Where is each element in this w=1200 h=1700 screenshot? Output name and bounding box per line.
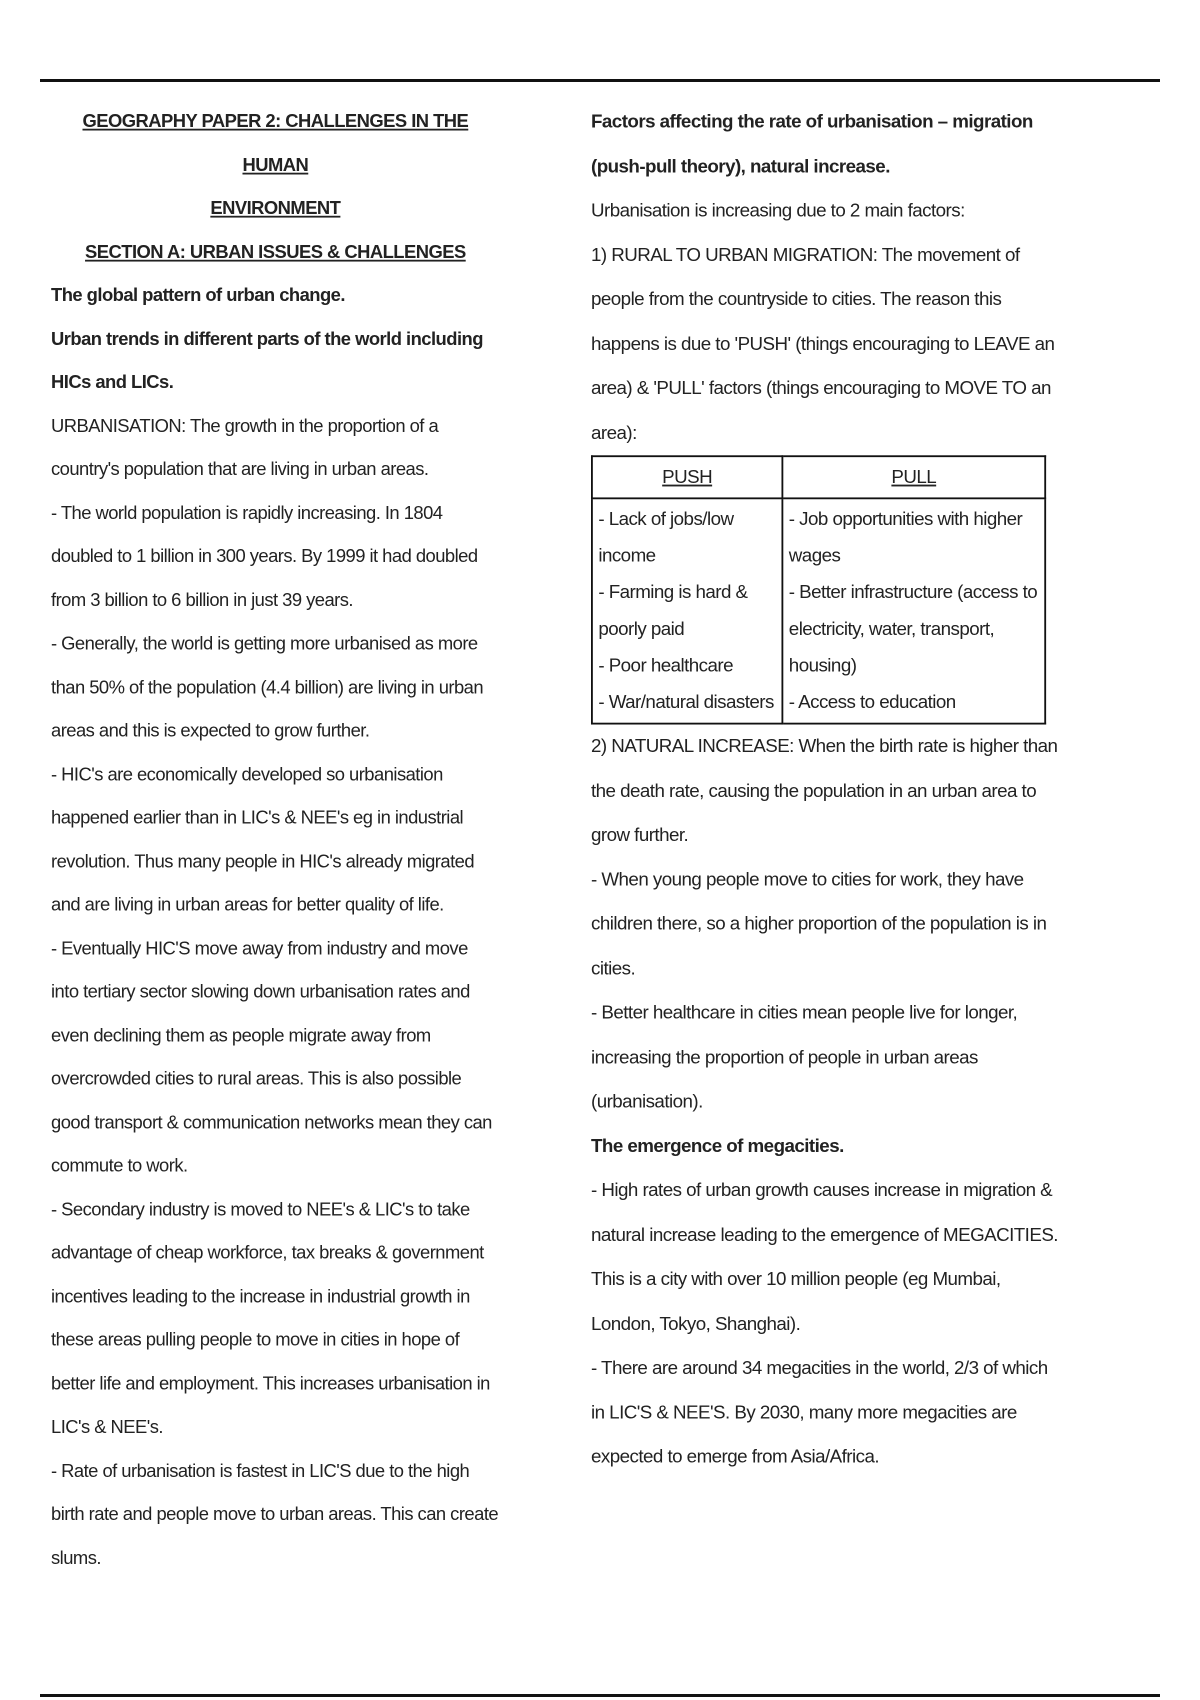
push-item: - Poor healthcare [598, 654, 733, 676]
push-cell [592, 498, 782, 723]
megacity-bullet-1: - High rates of urban growth causes increase in migration & natural increase leading to the emergence of MEGACITIES. This is a city with over 10 million people (eg Mumbai, London, Tokyo, Shanghai). [591, 1179, 1058, 1334]
heading-megacities: The emergence of megacities. [591, 1135, 844, 1157]
page-title-line-2: ENVIRONMENT [210, 197, 341, 219]
left-bullet-5: - Secondary industry is moved to NEE's & LIC's to take advantage of cheap workforce, tax breaks & government incentives leading to the increase in industrial growth in these areas pulling people to move in cities in hope of better life and employment. This increases urbanisation in LIC's & NEE's. [51, 1199, 490, 1438]
megacity-bullet-2: - There are around 34 megacities in the world, 2/3 of which in LIC'S & NEE'S. By 2030, many more megacities are expected to emerge from Asia/Africa. [591, 1357, 1048, 1468]
pull-item: - Job opportunities with higher wages [788, 508, 1023, 567]
page-title-line-1: GEOGRAPHY PAPER 2: CHALLENGES IN THE HUMAN [82, 110, 469, 175]
push-item: - Farming is hard & poorly paid [598, 581, 748, 640]
right-bullet-2: - Better healthcare in cities mean people live for longer, increasing the proportion of people in urban areas (urbanisation). [591, 1001, 1018, 1112]
migration-paragraph: 1) RURAL TO URBAN MIGRATION: The movement of people from the countryside to cities. The reason this happens is due to 'PUSH' (things encouraging to LEAVE an area) & 'PULL' factors (things encouraging to MOVE TO an area): [591, 244, 1055, 443]
pull-header: PULL [782, 456, 1045, 498]
push-header: PUSH [592, 456, 782, 498]
left-bullet-4: - Eventually HIC'S move away from industry and move into tertiary sector slowing down urbanisation rates and even declining them as people migrate away from overcrowded cities to rural areas. This is also possible good transport & communication networks mean they can commute to work. [51, 937, 492, 1177]
left-bullet-3: - HIC's are economically developed so urbanisation happened earlier than in LIC's & NEE's eg in industrial revolution. Thus many people in HIC's already migrated and are living in urban areas for better quality of life. [51, 763, 475, 915]
pull-item: - Better infrastructure (access to electricity, water, transport, housing) [788, 581, 1038, 676]
push-item: - Lack of jobs/low income [598, 508, 734, 567]
table-header-row [592, 456, 1045, 498]
heading-urban-trends: Urban trends in different parts of the world including HICs and LICs. [51, 328, 483, 393]
heading-global-pattern: The global pattern of urban change. [51, 284, 345, 306]
push-pull-table [591, 455, 1046, 724]
natural-increase-paragraph: 2) NATURAL INCREASE: When the birth rate is higher than the death rate, causing the population in an urban area to grow further. [591, 735, 1058, 846]
factors-intro: Urbanisation is increasing due to 2 main factors: [591, 199, 965, 221]
bottom-rule [40, 1694, 1160, 1697]
right-bullet-1: - When young people move to cities for work, they have children there, so a higher proportion of the population is in cities. [591, 868, 1047, 979]
heading-factors: Factors affecting the rate of urbanisation – migration (push-pull theory), natural increase. [591, 110, 1033, 177]
left-bullet-1: - The world population is rapidly increasing. In 1804 doubled to 1 billion in 300 years. By 1999 it had doubled from 3 billion to 6 billion in just 39 years. [51, 502, 478, 611]
left-bullet-2: - Generally, the world is getting more urbanised as more than 50% of the population (4.4 billion) are living in urban areas and this is expected to grow further. [51, 633, 484, 741]
left-column [51, 100, 500, 1580]
urbanisation-definition: URBANISATION: The growth in the proportion of a country's population that are living in urban areas. [51, 415, 439, 480]
pull-cell [782, 498, 1045, 723]
section-title: SECTION A: URBAN ISSUES & CHALLENGES [85, 241, 466, 263]
right-column [591, 100, 1058, 1480]
push-item: - War/natural disasters [598, 691, 774, 713]
pull-item: - Access to education [788, 691, 956, 713]
top-rule [40, 79, 1160, 82]
left-bullet-6: - Rate of urbanisation is fastest in LIC'S due to the high birth rate and people move to urban areas. This can create slums. [51, 1460, 499, 1568]
table-row [592, 498, 1045, 723]
